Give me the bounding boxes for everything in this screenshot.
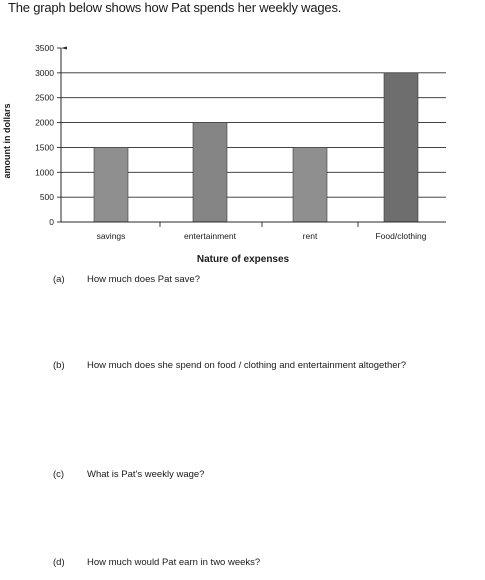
y-tick-label: 2500 (35, 92, 54, 103)
y-tick-label: 2000 (35, 117, 54, 128)
y-tick-label: 3000 (35, 67, 54, 78)
y-tick-label: 500 (39, 192, 54, 203)
question-d-letter: (d) (53, 557, 65, 568)
x-tick-labels (97, 231, 427, 241)
y-tick-label: 1000 (35, 167, 54, 178)
x-tick-label: savings (96, 231, 126, 241)
bar-rent (293, 147, 327, 222)
y-axis-arrow (61, 47, 67, 50)
y-tick-label: 0 (49, 217, 54, 227)
bar-chart (0, 0, 485, 270)
y-tick-label: 1500 (35, 142, 54, 153)
y-tick-labels (35, 43, 54, 227)
intro-text: The graph below shows how Pat spends her weekly wages. (8, 0, 342, 15)
question-d-text: How much would Pat earn in two weeks? (87, 557, 261, 568)
x-tick-label: rent (302, 231, 318, 241)
question-a-text: How much does Pat save? (87, 274, 201, 285)
x-tick-label: Food/clothing (375, 231, 427, 241)
y-axis-label: amount in dollars (2, 103, 12, 179)
bar-food-clothing (384, 73, 418, 222)
question-c-letter: (c) (53, 469, 65, 480)
y-tick-label: 3500 (35, 43, 54, 53)
x-axis-label: Nature of expenses (196, 254, 290, 265)
question-b-text: How much does she spend on food / clothing and entertainment altogether? (87, 360, 406, 371)
question-a-letter: (a) (53, 274, 65, 285)
x-tick-label: entertainment (184, 231, 236, 241)
bar-entertainment (193, 123, 227, 222)
bar-savings (94, 147, 128, 222)
question-c-text: What is Pat's weekly wage? (87, 469, 205, 480)
question-b-letter: (b) (53, 360, 65, 371)
